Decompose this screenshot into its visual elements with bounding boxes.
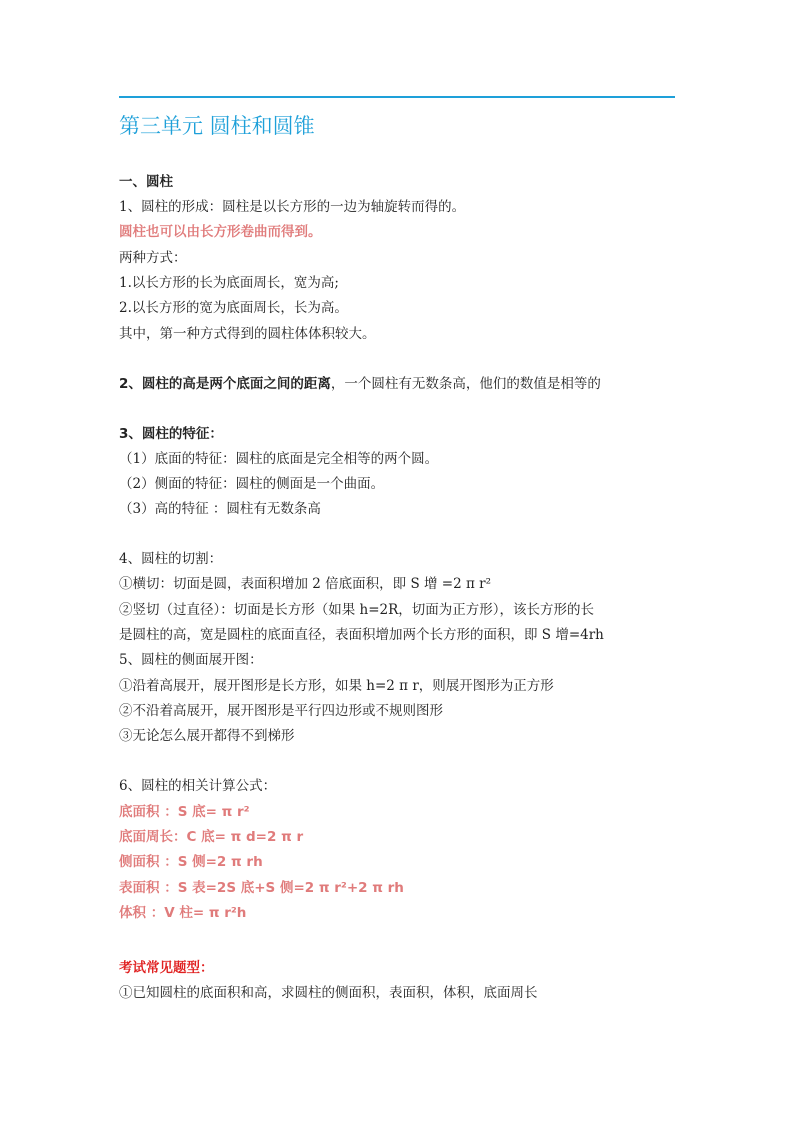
formula-surface-area: 表面积 ：S 表=2S 底+S 侧=2 π r²+2 π rh bbox=[119, 880, 404, 896]
formula-base-perimeter: 底面周长：C 底= π d=2 π r bbox=[119, 829, 304, 845]
section-4-line-2: ②竖切（过直径）：切面是长方形（如果 h=2R，切面为正方形），该长方形的长 bbox=[119, 602, 595, 618]
section-5-heading: 5、圆柱的侧面展开图： bbox=[119, 652, 263, 668]
page-title: 第三单元 圆柱和圆锥 bbox=[119, 114, 315, 138]
formula-lateral-area: 侧面积 ：S 侧=2 π rh bbox=[119, 854, 263, 870]
section-1-line-2: 圆柱也可以由长方形卷曲而得到。 bbox=[119, 224, 322, 240]
section-3-heading: 3、圆柱的特征： bbox=[119, 426, 223, 442]
section-3-line-1: （1）底面的特征：圆柱的底面是完全相等的两个圆。 bbox=[119, 451, 439, 467]
section-4-heading: 4、圆柱的切割： bbox=[119, 551, 223, 567]
section-1-heading: 一、圆柱 bbox=[119, 174, 173, 190]
section-2-rest: ，一个圆柱有无数条高，他们的数值是相等的 bbox=[330, 376, 601, 392]
section-4-line-3: 是圆柱的高，宽是圆柱的底面直径，表面积增加两个长方形的面积，即 S 增=4rh bbox=[119, 627, 604, 643]
section-2-line bbox=[119, 374, 601, 394]
exam-heading: 考试常见题型： bbox=[119, 960, 214, 976]
section-4-line-1: ①横切：切面是圆，表面积增加 2 倍底面积，即 S 增 =2 π r² bbox=[119, 576, 492, 592]
section-1-line-1: 1、圆柱的形成：圆柱是以长方形的一边为轴旋转而得的。 bbox=[119, 199, 466, 215]
exam-line-1: ①已知圆柱的底面积和高，求圆柱的侧面积，表面积，体积，底面周长 bbox=[119, 985, 538, 1001]
section-3-line-3: （3）高的特征 ：圆柱有无数条高 bbox=[119, 501, 321, 517]
section-2-bold: 2、圆柱的高是两个底面之间的距离 bbox=[119, 376, 331, 392]
section-1-line-4: 1.以长方形的长为底面周长，宽为高; bbox=[119, 275, 339, 291]
section-3-line-2: （2）侧面的特征：圆柱的侧面是一个曲面。 bbox=[119, 476, 385, 492]
section-5-line-1: ①沿着高展开，展开图形是长方形，如果 h=2 π r，则展开图形为正方形 bbox=[119, 678, 554, 694]
section-5-line-2: ②不沿着高展开，展开图形是平行四边形或不规则图形 bbox=[119, 703, 443, 719]
section-5-line-3: ③无论怎么展开都得不到梯形 bbox=[119, 728, 295, 744]
formula-volume: 体积 ：V 柱= π r²h bbox=[119, 905, 247, 921]
section-6-heading: 6、圆柱的相关计算公式： bbox=[119, 778, 277, 794]
section-1-line-6: 其中，第一种方式得到的圆柱体体积较大。 bbox=[119, 326, 376, 342]
formula-base-area: 底面积 ：S 底= π r² bbox=[119, 804, 250, 820]
top-divider bbox=[119, 96, 675, 98]
section-1-line-3: 两种方式： bbox=[119, 250, 187, 266]
section-1-line-5: 2.以长方形的宽为底面周长，长为高。 bbox=[119, 300, 348, 316]
